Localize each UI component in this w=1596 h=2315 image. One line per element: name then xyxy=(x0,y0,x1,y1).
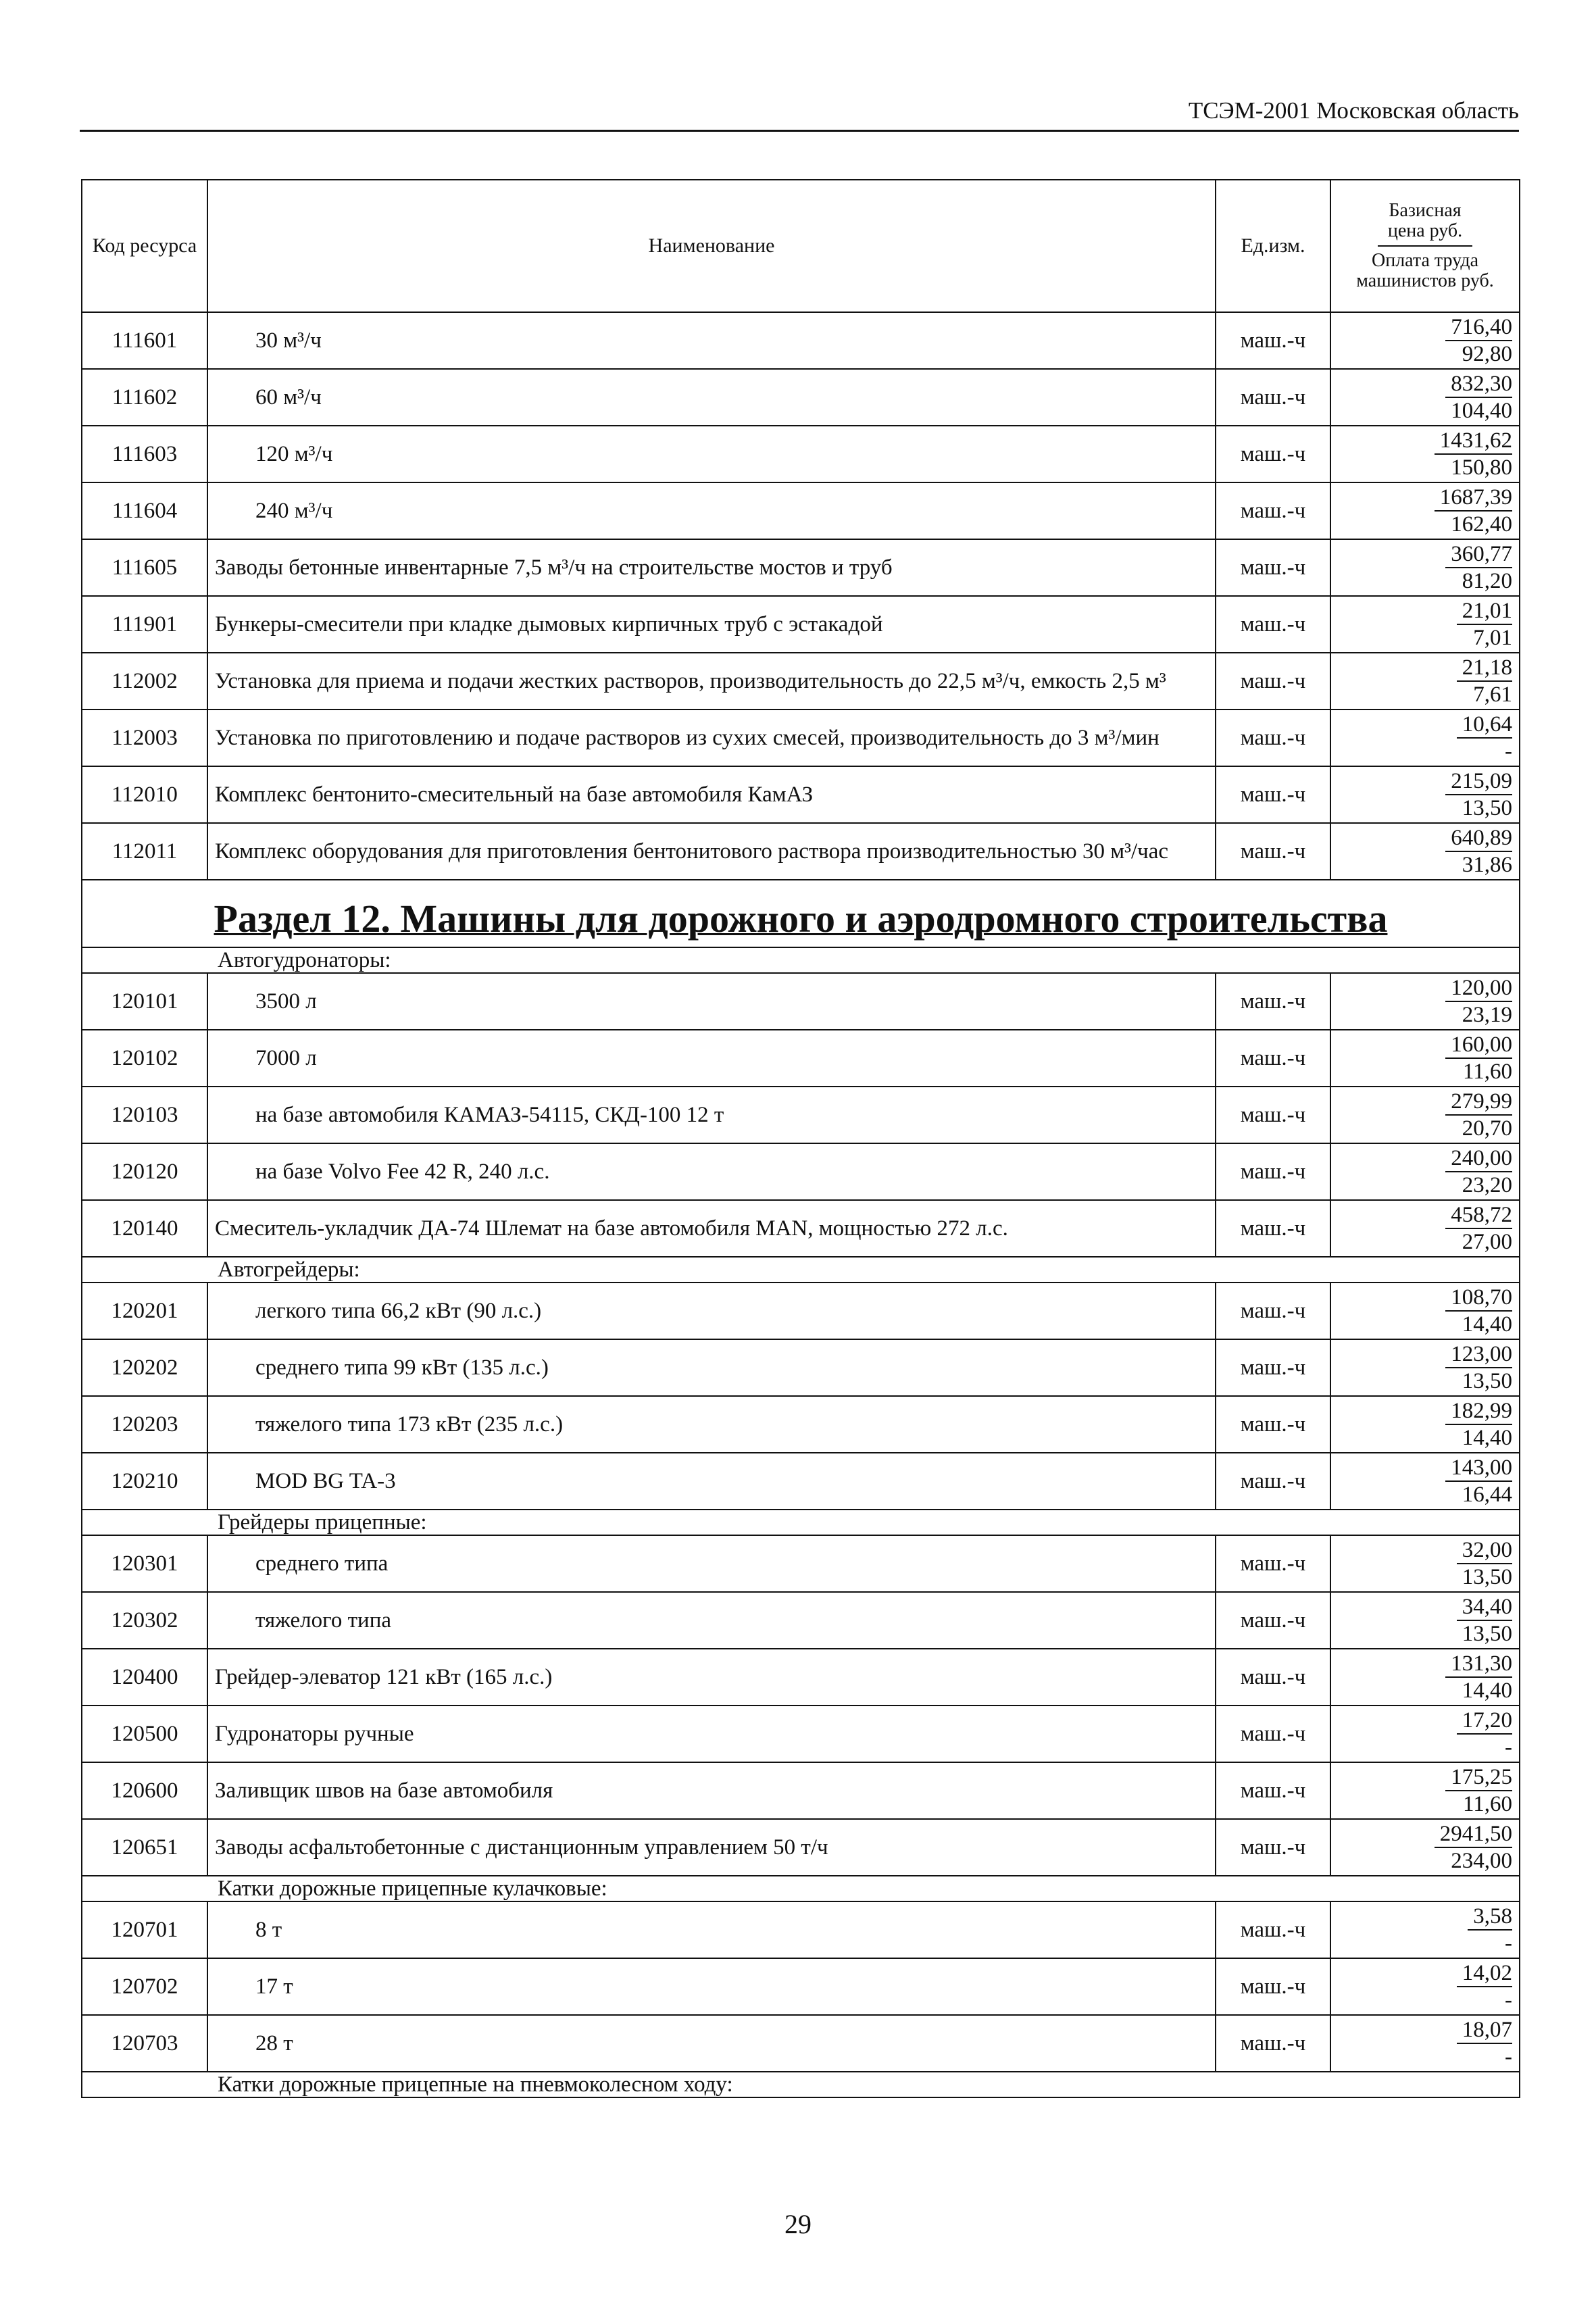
table-row xyxy=(82,1706,1520,1762)
price-fraction xyxy=(1445,769,1512,820)
price-fraction xyxy=(1445,372,1512,423)
resource-unit: маш.-ч xyxy=(1216,1958,1330,2015)
labor-price: - xyxy=(1505,2045,1512,2069)
price-fraction xyxy=(1457,1961,1512,2012)
labor-price: 7,01 xyxy=(1473,626,1512,650)
resource-code: 120203 xyxy=(82,1396,207,1453)
base-price: 240,00 xyxy=(1445,1146,1512,1172)
resource-name: легкого типа 66,2 кВт (90 л.с.) xyxy=(207,1283,1216,1339)
resource-unit: маш.-ч xyxy=(1216,1283,1330,1339)
resource-code: 112010 xyxy=(82,766,207,823)
table-row xyxy=(82,1819,1520,1876)
resource-code: 111604 xyxy=(82,482,207,539)
resource-name: 8 т xyxy=(207,1901,1216,1958)
price-fraction xyxy=(1445,1285,1512,1337)
price-fraction xyxy=(1457,2018,1512,2069)
table-row xyxy=(82,1958,1520,2015)
section-title: Раздел 12. Машины для дорожного и аэродромного строительства xyxy=(214,897,1388,941)
resource-price xyxy=(1330,1200,1520,1257)
resource-name: Грейдер-элеватор 121 кВт (165 л.с.) xyxy=(207,1649,1216,1706)
resource-price xyxy=(1330,823,1520,880)
table-row xyxy=(82,973,1520,1030)
base-price: 32,00 xyxy=(1457,1538,1512,1564)
resource-price xyxy=(1330,2015,1520,2072)
resource-price xyxy=(1330,1649,1520,1706)
price-fraction xyxy=(1445,542,1512,593)
resource-code: 120202 xyxy=(82,1339,207,1396)
table-header-row xyxy=(82,180,1520,312)
resource-unit: маш.-ч xyxy=(1216,426,1330,482)
resource-unit: маш.-ч xyxy=(1216,766,1330,823)
resource-code: 120651 xyxy=(82,1819,207,1876)
resource-code: 120201 xyxy=(82,1283,207,1339)
base-price: 14,02 xyxy=(1457,1961,1512,1987)
price-fraction xyxy=(1457,1538,1512,1589)
price-fraction xyxy=(1468,1904,1512,1956)
base-price: 120,00 xyxy=(1445,976,1512,1002)
base-price: 279,99 xyxy=(1445,1089,1512,1116)
group-title: Катки дорожные прицепные на пневмоколесном ходу: xyxy=(82,2072,1520,2097)
labor-price: 23,19 xyxy=(1462,1003,1512,1027)
group-row xyxy=(82,947,1520,973)
resource-price xyxy=(1330,1901,1520,1958)
resource-code: 120702 xyxy=(82,1958,207,2015)
document-title: ТСЭМ-2001 Московская область xyxy=(1188,97,1519,124)
labor-price: 11,60 xyxy=(1462,1060,1512,1084)
base-price: 17,20 xyxy=(1457,1708,1512,1735)
resource-price xyxy=(1330,1339,1520,1396)
resource-name: Заливщик швов на базе автомобиля xyxy=(207,1762,1216,1819)
resource-price xyxy=(1330,1706,1520,1762)
table-row xyxy=(82,1901,1520,1958)
header-unit: Ед.изм. xyxy=(1216,180,1330,312)
resource-price xyxy=(1330,596,1520,653)
base-price: 131,30 xyxy=(1445,1651,1512,1678)
price-fraction xyxy=(1445,1203,1512,1254)
resource-price xyxy=(1330,539,1520,596)
labor-price: 14,40 xyxy=(1462,1312,1512,1337)
table-row xyxy=(82,1396,1520,1453)
resource-price xyxy=(1330,312,1520,369)
resource-name: MOD BG TA-3 xyxy=(207,1453,1216,1510)
labor-price: - xyxy=(1505,739,1512,764)
resource-price xyxy=(1330,973,1520,1030)
resource-name: Заводы асфальтобетонные с дистанционным управлением 50 т/ч xyxy=(207,1819,1216,1876)
table-row xyxy=(82,1453,1520,1510)
labor-price: - xyxy=(1505,1735,1512,1760)
labor-price: 162,40 xyxy=(1451,512,1512,537)
resource-name: Заводы бетонные инвентарные 7,5 м³/ч на строительстве мостов и труб xyxy=(207,539,1216,596)
labor-price: - xyxy=(1505,1988,1512,2012)
resource-name: среднего типа 99 кВт (135 л.с.) xyxy=(207,1339,1216,1396)
price-fraction xyxy=(1445,1399,1512,1450)
resource-price xyxy=(1330,1535,1520,1592)
table-row xyxy=(82,596,1520,653)
resource-unit: маш.-ч xyxy=(1216,1535,1330,1592)
resource-price xyxy=(1330,710,1520,766)
base-price: 360,77 xyxy=(1445,542,1512,568)
labor-price: 13,50 xyxy=(1462,1565,1512,1589)
resource-unit: маш.-ч xyxy=(1216,596,1330,653)
table-body xyxy=(82,312,1520,2097)
labor-price: 14,40 xyxy=(1462,1678,1512,1703)
price-fraction xyxy=(1445,1032,1512,1084)
resource-unit: маш.-ч xyxy=(1216,1762,1330,1819)
labor-price: 234,00 xyxy=(1451,1849,1512,1873)
labor-price: - xyxy=(1505,1931,1512,1956)
resource-unit: маш.-ч xyxy=(1216,482,1330,539)
resource-price xyxy=(1330,1087,1520,1143)
base-price: 3,58 xyxy=(1468,1904,1512,1931)
base-price: 458,72 xyxy=(1445,1203,1512,1229)
labor-price: 11,60 xyxy=(1462,1792,1512,1816)
resource-unit: маш.-ч xyxy=(1216,369,1330,426)
resource-unit: маш.-ч xyxy=(1216,1453,1330,1510)
resource-name: на базе автомобиля КАМАЗ-54115, СКД-100 12 т xyxy=(207,1087,1216,1143)
labor-price: 81,20 xyxy=(1462,569,1512,593)
labor-price: 31,86 xyxy=(1462,853,1512,877)
resource-unit: маш.-ч xyxy=(1216,710,1330,766)
resource-code: 112011 xyxy=(82,823,207,880)
resource-price xyxy=(1330,1453,1520,1510)
base-price: 34,40 xyxy=(1457,1595,1512,1621)
resource-unit: маш.-ч xyxy=(1216,539,1330,596)
price-fraction xyxy=(1445,1089,1512,1141)
resource-unit: маш.-ч xyxy=(1216,653,1330,710)
base-price: 21,01 xyxy=(1457,599,1512,625)
header-price-labor: Оплата труда машинистов руб. xyxy=(1356,250,1494,291)
group-row xyxy=(82,1510,1520,1535)
resource-table xyxy=(81,179,1520,2098)
price-fraction xyxy=(1435,428,1512,480)
price-fraction xyxy=(1457,655,1512,707)
resource-name: 7000 л xyxy=(207,1030,1216,1087)
price-fraction xyxy=(1445,826,1512,877)
resource-unit: маш.-ч xyxy=(1216,823,1330,880)
resource-name: 3500 л xyxy=(207,973,1216,1030)
resource-price xyxy=(1330,1030,1520,1087)
resource-code: 120103 xyxy=(82,1087,207,1143)
base-price: 18,07 xyxy=(1457,2018,1512,2044)
labor-price: 7,61 xyxy=(1473,682,1512,707)
table-row xyxy=(82,1030,1520,1087)
table-row xyxy=(82,312,1520,369)
labor-price: 13,50 xyxy=(1462,796,1512,820)
resource-unit: маш.-ч xyxy=(1216,1143,1330,1200)
resource-unit: маш.-ч xyxy=(1216,1819,1330,1876)
resource-name: Гудронаторы ручные xyxy=(207,1706,1216,1762)
resource-unit: маш.-ч xyxy=(1216,1649,1330,1706)
price-fraction xyxy=(1445,976,1512,1027)
resource-name: Установка для приема и подачи жестких растворов, производительность до 22,5 м³/ч, емкость 2,5 м³ xyxy=(207,653,1216,710)
resource-unit: маш.-ч xyxy=(1216,1030,1330,1087)
resource-name: среднего типа xyxy=(207,1535,1216,1592)
table-row xyxy=(82,766,1520,823)
resource-unit: маш.-ч xyxy=(1216,1706,1330,1762)
base-price: 1687,39 xyxy=(1435,485,1512,512)
resource-name: на базе Volvo Fee 42 R, 240 л.с. xyxy=(207,1143,1216,1200)
resource-price xyxy=(1330,426,1520,482)
table-row xyxy=(82,653,1520,710)
resource-unit: маш.-ч xyxy=(1216,1200,1330,1257)
header-name: Наименование xyxy=(207,180,1216,312)
resource-price xyxy=(1330,766,1520,823)
price-fraction xyxy=(1435,485,1512,537)
table-row xyxy=(82,426,1520,482)
resource-price xyxy=(1330,1762,1520,1819)
price-fraction xyxy=(1457,599,1512,650)
price-fraction xyxy=(1445,1146,1512,1197)
resource-unit: маш.-ч xyxy=(1216,2015,1330,2072)
resource-price xyxy=(1330,1592,1520,1649)
resource-price xyxy=(1330,369,1520,426)
base-price: 215,09 xyxy=(1445,769,1512,795)
group-title: Автогудронаторы: xyxy=(82,947,1520,973)
price-fraction xyxy=(1445,315,1512,366)
resource-code: 112003 xyxy=(82,710,207,766)
table-row xyxy=(82,1592,1520,1649)
table-row xyxy=(82,1200,1520,1257)
table-row xyxy=(82,1283,1520,1339)
resource-code: 120701 xyxy=(82,1901,207,1958)
base-price: 123,00 xyxy=(1445,1342,1512,1368)
resource-price xyxy=(1330,1283,1520,1339)
resource-unit: маш.-ч xyxy=(1216,312,1330,369)
labor-price: 27,00 xyxy=(1462,1230,1512,1254)
header-price-base: Базисная цена руб. xyxy=(1378,201,1472,247)
labor-price: 150,80 xyxy=(1451,455,1512,480)
group-title: Грейдеры прицепные: xyxy=(82,1510,1520,1535)
base-price: 832,30 xyxy=(1445,372,1512,398)
group-title: Автогрейдеры: xyxy=(82,1257,1520,1283)
table-row xyxy=(82,1535,1520,1592)
price-fraction xyxy=(1445,1765,1512,1816)
resource-code: 120210 xyxy=(82,1453,207,1510)
resource-code: 120600 xyxy=(82,1762,207,1819)
table-row xyxy=(82,1649,1520,1706)
labor-price: 13,50 xyxy=(1462,1369,1512,1393)
table-row xyxy=(82,369,1520,426)
labor-price: 16,44 xyxy=(1462,1483,1512,1507)
labor-price: 104,40 xyxy=(1451,399,1512,423)
resource-unit: маш.-ч xyxy=(1216,1901,1330,1958)
base-price: 160,00 xyxy=(1445,1032,1512,1059)
resource-name: 60 м³/ч xyxy=(207,369,1216,426)
resource-name: Комплекс оборудования для приготовления бентонитового раствора производительностью 30 м³/час xyxy=(207,823,1216,880)
table-row xyxy=(82,539,1520,596)
resource-code: 120102 xyxy=(82,1030,207,1087)
table-row xyxy=(82,823,1520,880)
resource-name: 120 м³/ч xyxy=(207,426,1216,482)
resource-code: 120101 xyxy=(82,973,207,1030)
resource-code: 111601 xyxy=(82,312,207,369)
table-row xyxy=(82,2015,1520,2072)
table-row xyxy=(82,1087,1520,1143)
base-price: 716,40 xyxy=(1445,315,1512,341)
resource-name: Комплекс бентонито-смесительный на базе автомобиля КамАЗ xyxy=(207,766,1216,823)
base-price: 182,99 xyxy=(1445,1399,1512,1425)
resource-price xyxy=(1330,482,1520,539)
base-price: 10,64 xyxy=(1457,712,1512,739)
resource-name: 240 м³/ч xyxy=(207,482,1216,539)
labor-price: 92,80 xyxy=(1462,342,1512,366)
base-price: 21,18 xyxy=(1457,655,1512,682)
base-price: 108,70 xyxy=(1445,1285,1512,1312)
resource-price xyxy=(1330,653,1520,710)
resource-price xyxy=(1330,1143,1520,1200)
resource-unit: маш.-ч xyxy=(1216,1339,1330,1396)
price-fraction xyxy=(1445,1651,1512,1703)
resource-code: 111602 xyxy=(82,369,207,426)
price-fraction xyxy=(1435,1822,1512,1873)
resource-code: 120302 xyxy=(82,1592,207,1649)
group-row xyxy=(82,1876,1520,1901)
table-row xyxy=(82,1762,1520,1819)
base-price: 143,00 xyxy=(1445,1455,1512,1482)
section-row xyxy=(82,880,1520,947)
page-header xyxy=(80,95,1519,132)
resource-name: 17 т xyxy=(207,1958,1216,2015)
resource-name: тяжелого типа 173 кВт (235 л.с.) xyxy=(207,1396,1216,1453)
page-number: 29 xyxy=(784,2209,812,2239)
resource-name: 30 м³/ч xyxy=(207,312,1216,369)
resource-code: 111603 xyxy=(82,426,207,482)
price-fraction xyxy=(1445,1342,1512,1393)
resource-price xyxy=(1330,1819,1520,1876)
price-fraction xyxy=(1457,1595,1512,1646)
table-row xyxy=(82,710,1520,766)
resource-name: тяжелого типа xyxy=(207,1592,1216,1649)
resource-name: Смеситель-укладчик ДА-74 Шлемат на базе автомобиля MAN, мощностью 272 л.с. xyxy=(207,1200,1216,1257)
table-row xyxy=(82,482,1520,539)
group-row xyxy=(82,2072,1520,2097)
base-price: 175,25 xyxy=(1445,1765,1512,1791)
resource-price xyxy=(1330,1958,1520,2015)
labor-price: 13,50 xyxy=(1462,1622,1512,1646)
header-code: Код ресурса xyxy=(82,180,207,312)
resource-unit: маш.-ч xyxy=(1216,973,1330,1030)
section-heading xyxy=(82,880,1520,947)
resource-code: 120301 xyxy=(82,1535,207,1592)
resource-name: Установка по приготовлению и подаче растворов из сухих смесей, производительность до 3 м³/мин xyxy=(207,710,1216,766)
resource-name: Бункеры-смесители при кладке дымовых кирпичных труб с эстакадой xyxy=(207,596,1216,653)
header-price xyxy=(1330,180,1520,312)
base-price: 2941,50 xyxy=(1435,1822,1512,1848)
table-row xyxy=(82,1339,1520,1396)
price-fraction xyxy=(1457,1708,1512,1760)
table-row xyxy=(82,1143,1520,1200)
resource-unit: маш.-ч xyxy=(1216,1087,1330,1143)
resource-code: 120120 xyxy=(82,1143,207,1200)
resource-code: 120500 xyxy=(82,1706,207,1762)
resource-code: 111605 xyxy=(82,539,207,596)
resource-code: 111901 xyxy=(82,596,207,653)
group-title: Катки дорожные прицепные кулачковые: xyxy=(82,1876,1520,1901)
labor-price: 23,20 xyxy=(1462,1173,1512,1197)
base-price: 640,89 xyxy=(1445,826,1512,852)
price-fraction xyxy=(1457,712,1512,764)
labor-price: 20,70 xyxy=(1462,1116,1512,1141)
price-fraction xyxy=(1445,1455,1512,1507)
resource-price xyxy=(1330,1396,1520,1453)
labor-price: 14,40 xyxy=(1462,1426,1512,1450)
resource-code: 120400 xyxy=(82,1649,207,1706)
resource-name: 28 т xyxy=(207,2015,1216,2072)
resource-code: 120140 xyxy=(82,1200,207,1257)
resource-unit: маш.-ч xyxy=(1216,1592,1330,1649)
resource-code: 120703 xyxy=(82,2015,207,2072)
resource-code: 112002 xyxy=(82,653,207,710)
resource-unit: маш.-ч xyxy=(1216,1396,1330,1453)
base-price: 1431,62 xyxy=(1435,428,1512,455)
group-row xyxy=(82,1257,1520,1283)
